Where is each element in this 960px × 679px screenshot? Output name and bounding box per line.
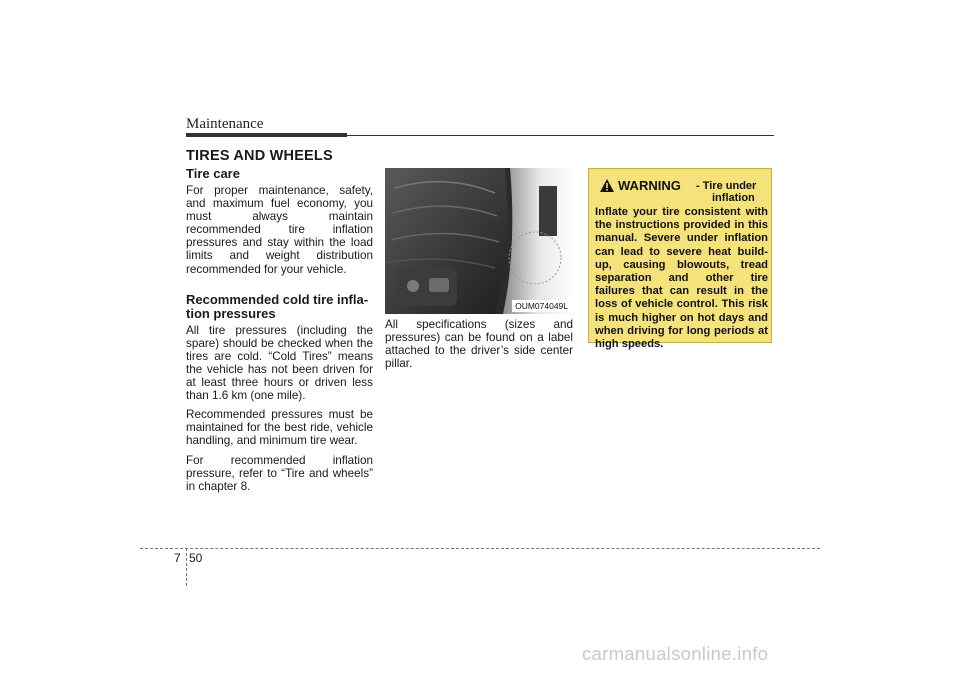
cold-pressure-paragraph-3: For recommended inflation pressure, refer to “Tire and wheels” in chapter 8. [186, 453, 373, 493]
warning-box [588, 168, 772, 351]
warning-text: Inflate your tire consistent with the instructions provided in this manual. Severe under inflation can lead to severe heat build-up, causing blowouts, tread separation and other tire failures that can result in the loss of vehicle control. This risk is much higher on hot days and when driving for long periods at high speeds. [595, 206, 768, 351]
figure-code: OUM074049L [512, 300, 571, 312]
header-rule-accent [186, 133, 347, 137]
warning-subtitle-line1: - Tire under [696, 180, 757, 192]
door-pillar-illustration [385, 168, 573, 314]
warning-header [597, 178, 767, 206]
page-header-title: Maintenance [186, 116, 264, 132]
tire-care-paragraph: For proper maintenance, safety, and maximum fuel economy, you must always maintain recommended tire inflation pressures and stay within the load limits and weight distribution recommended for your vehicle. [186, 184, 373, 276]
section-heading: TIRES AND WHEELS [186, 148, 333, 164]
cold-pressure-heading-line1: Recommended cold tire infla- [186, 291, 369, 307]
footer-page-number: 50 [189, 551, 203, 565]
warning-label: WARNING [618, 178, 681, 193]
left-column [186, 167, 373, 499]
cold-pressure-paragraph-2: Recommended pressures must be maintained for the best ride, vehicle handling, and minimum tire wear. [186, 408, 373, 448]
tire-care-heading: Tire care [186, 166, 240, 181]
footer-divider [140, 548, 820, 549]
cold-pressure-heading [186, 293, 373, 321]
warning-subtitle-line2: inflation [712, 192, 755, 204]
warning-triangle-icon [600, 179, 614, 192]
cold-pressure-heading-line2: tion pressures [186, 305, 276, 321]
figure-caption: All specifications (sizes and pressures) can be found on a label attached to the driver’s side center pillar. [385, 318, 573, 371]
middle-column [385, 318, 573, 376]
door-pillar-photo [385, 168, 573, 314]
footer-chapter-number: 7 [174, 551, 181, 565]
watermark-text: carmanualsonline.info [582, 643, 769, 664]
cold-pressure-paragraph-1: All tire pressures (including the spare) should be checked when the tires are cold. “Cold Tires” means the vehicle has not been driven for at least three hours or driven less than 1.6 km (one mile). [186, 323, 373, 403]
footer-vertical-divider [186, 548, 187, 586]
